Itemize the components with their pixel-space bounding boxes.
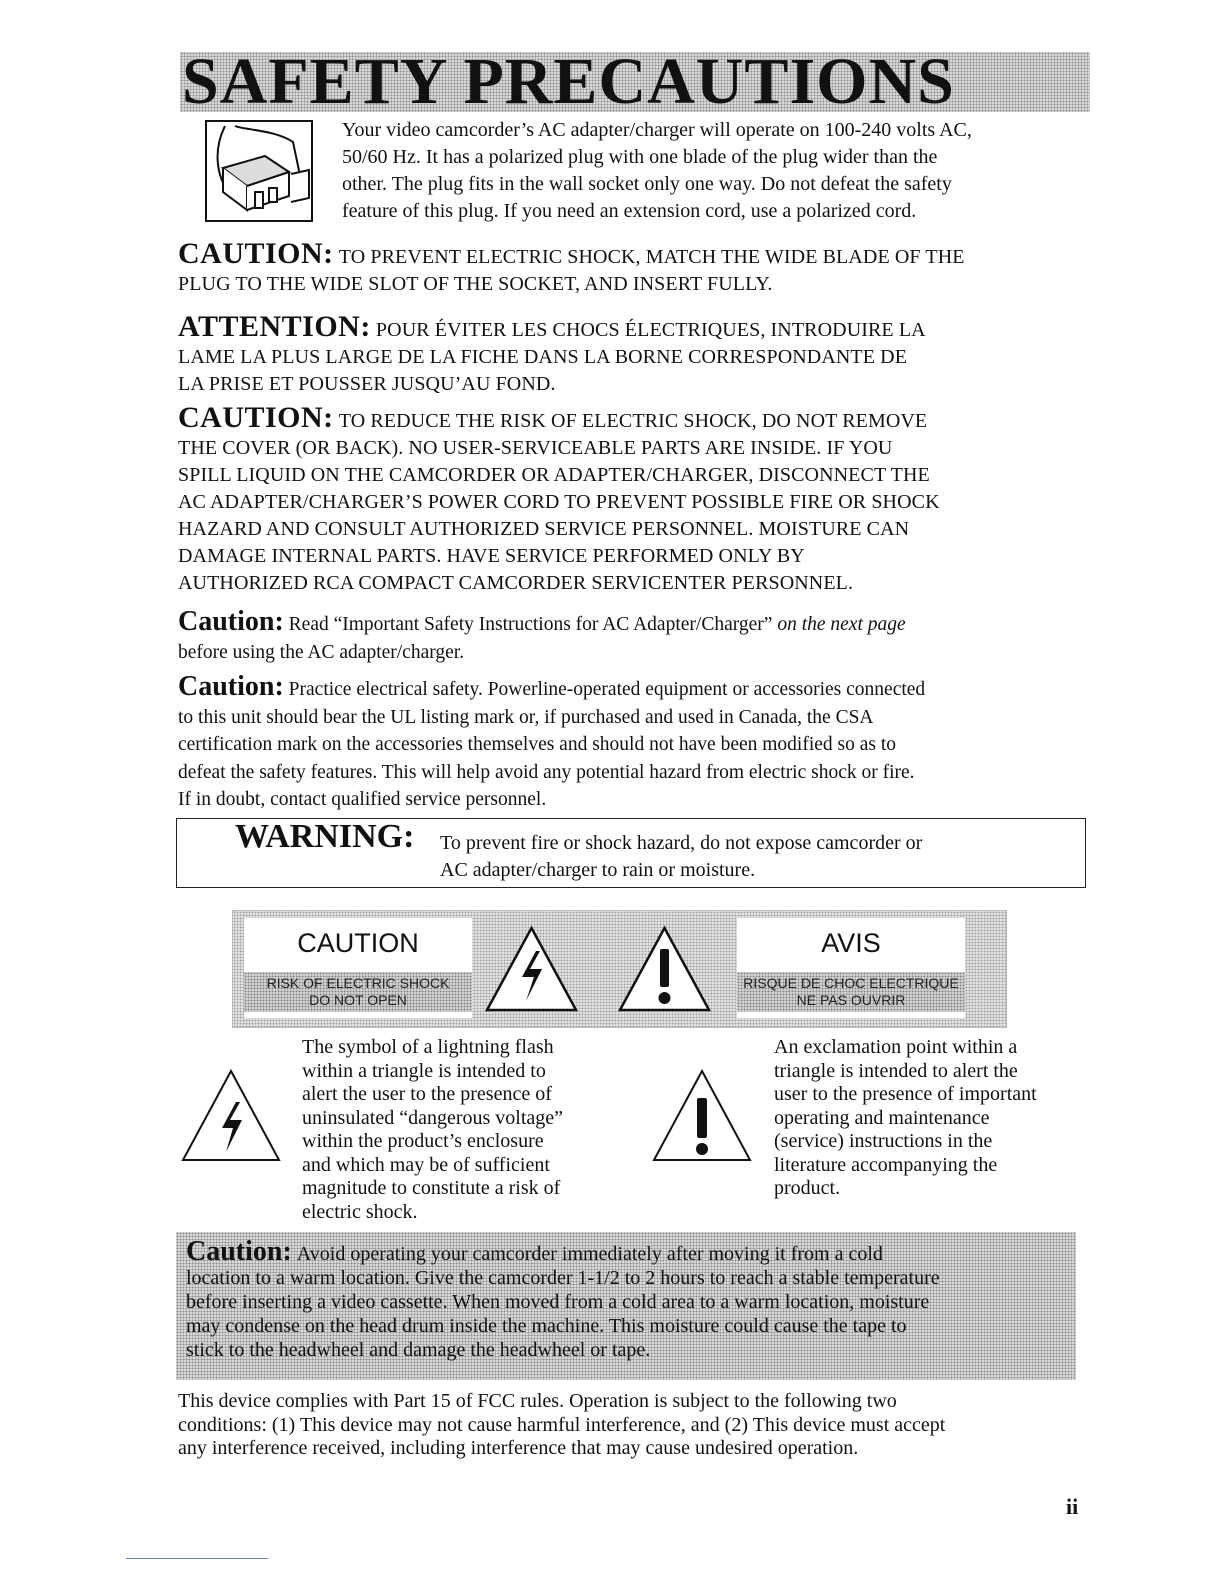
intro-line: other. The plug fits in the wall socket only one way. Do not defeat the safety: [342, 173, 952, 195]
exclamation-triangle-icon: [651, 1068, 753, 1163]
adapter-plug-icon: [205, 120, 313, 222]
caution-text: AC ADAPTER/CHARGER’S POWER CORD TO PREVENT POSSIBLE FIRE OR SHOCK: [178, 491, 940, 513]
fcc-line: This device complies with Part 15 of FCC rules. Operation is subject to the following two: [178, 1390, 897, 1412]
caution-text: before using the AC adapter/charger.: [178, 641, 465, 663]
caution-heading: Caution:: [178, 606, 284, 637]
caution-text: DAMAGE INTERNAL PARTS. HAVE SERVICE PERFORMED ONLY BY: [178, 545, 805, 567]
caution-text: defeat the safety features. This will help avoid any potential hazard from electric shock or fire.: [178, 761, 915, 783]
exclamation-triangle-icon: [617, 925, 712, 1013]
caution-text: stick to the headwheel and damage the headwheel or tape.: [186, 1339, 651, 1361]
symbol-text-line: and which may be of sufficient: [302, 1153, 550, 1176]
intro-line: 50/60 Hz. It has a polarized plug with one blade of the plug wider than the: [342, 146, 938, 168]
caution-text: SPILL LIQUID ON THE CAMCORDER OR ADAPTER/CHARGER, DISCONNECT THE: [178, 464, 930, 486]
symbol-text-line: uninsulated “dangerous voltage”: [302, 1106, 564, 1129]
fcc-statement: [178, 1390, 1088, 1461]
caution-text: before inserting a video cassette. When moved from a cold area to a warm location, moisture: [186, 1291, 930, 1313]
caution-text: location to a warm location. Give the camcorder 1-1/2 to 2 hours to reach a stable temperature: [186, 1267, 940, 1289]
symbol-text-line: (service) instructions in the: [774, 1130, 993, 1152]
symbol-text-line: within a triangle is intended to: [302, 1059, 546, 1082]
caution-text: TO PREVENT ELECTRIC SHOCK, MATCH THE WIDE BLADE OF THE: [338, 246, 965, 268]
lightning-symbol-description: [302, 1036, 563, 1224]
caution-text: Practice electrical safety. Powerline-operated equipment or accessories connected: [288, 679, 926, 700]
caution-text: to this unit should bear the UL listing mark or, if purchased and used in Canada, the CSA: [178, 706, 874, 728]
label-strip-line: RISQUE DE CHOC ELECTRIQUE: [743, 975, 959, 991]
fcc-line: any interference received, including interference that may cause undesired operation.: [178, 1437, 859, 1459]
attention-text: LAME LA PLUS LARGE DE LA FICHE DANS LA BORNE CORRESPONDANTE DE: [178, 346, 908, 368]
page-title: SAFETY PRECAUTIONS: [182, 45, 955, 118]
caution-italic: on the next page: [777, 614, 906, 635]
symbol-text-line: alert the user to the presence of: [302, 1083, 552, 1105]
attention-heading: ATTENTION:: [178, 310, 371, 343]
caution-text: may condense on the head drum inside the machine. This moisture could cause the tape to: [186, 1315, 907, 1337]
caution-text: certification mark on the accessories themselves and should not have been modified so as to: [178, 734, 897, 755]
footer-divider: [126, 1558, 268, 1559]
lightning-triangle-icon: [484, 925, 579, 1013]
warning-text: AC adapter/charger to rain or moisture.: [440, 859, 756, 881]
fcc-line: conditions: (1) This device may not cause harmful interference, and (2) This device must accept: [178, 1413, 946, 1436]
exclamation-symbol-description: [774, 1036, 1037, 1201]
caution-instructions-block: [178, 608, 1088, 666]
label-warning-strip: [737, 972, 965, 1012]
attention-text: LA PRISE ET POUSSER JUSQU’AU FOND.: [178, 373, 556, 395]
warning-heading: WARNING:: [235, 818, 415, 855]
warning-text: To prevent fire or shock hazard, do not expose camcorder or: [440, 832, 923, 854]
label-title: CAUTION: [297, 928, 419, 958]
caution-text: Read “Important Safety Instructions for AC Adapter/Charger”: [288, 614, 773, 635]
symbol-text-line: electric shock.: [302, 1200, 418, 1223]
page-number: ii: [1066, 1494, 1079, 1519]
symbol-text-line: The symbol of a lightning flash: [302, 1036, 554, 1058]
intro-paragraph: [342, 117, 1092, 225]
label-strip-line: NE PAS OUVRIR: [796, 992, 906, 1008]
caution-text: TO REDUCE THE RISK OF ELECTRIC SHOCK, DO NOT REMOVE: [338, 410, 928, 432]
caution-label-french: [737, 918, 965, 1018]
caution-text: HAZARD AND CONSULT AUTHORIZED SERVICE PERSONNEL. MOISTURE CAN: [178, 518, 910, 540]
attention-block: [178, 310, 1088, 398]
caution-electrical-block: [178, 673, 1088, 814]
caution-text: Avoid operating your camcorder immediately after moving it from a cold: [296, 1243, 883, 1265]
label-strip-line: DO NOT OPEN: [309, 992, 407, 1008]
caution-text: If in doubt, contact qualified service personnel.: [178, 789, 547, 810]
caution-polarized-block: [178, 237, 1088, 298]
label-warning-strip: [244, 972, 472, 1012]
attention-text: POUR ÉVITER LES CHOCS ÉLECTRIQUES, INTRODUIRE LA: [375, 319, 926, 341]
label-strip-line: RISK OF ELECTRIC SHOCK: [266, 975, 450, 991]
caution-heading: CAUTION:: [178, 401, 334, 434]
symbol-text-line: An exclamation point within a: [774, 1036, 1018, 1058]
caution-text: PLUG TO THE WIDE SLOT OF THE SOCKET, AND INSERT FULLY.: [178, 273, 773, 295]
caution-heading: Caution:: [178, 671, 284, 702]
symbol-text-line: product.: [774, 1177, 841, 1199]
caution-heading: CAUTION:: [178, 237, 334, 270]
label-title: AVIS: [821, 928, 881, 958]
caution-text: THE COVER (OR BACK). NO USER-SERVICEABLE PARTS ARE INSIDE. IF YOU: [178, 437, 893, 459]
condensation-caution-text: [186, 1236, 1066, 1362]
symbol-text-line: literature accompanying the: [774, 1153, 998, 1176]
symbol-text-line: within the product’s enclosure: [302, 1130, 544, 1152]
symbol-text-line: user to the presence of important: [774, 1083, 1037, 1105]
symbol-text-line: magnitude to constitute a risk of: [302, 1177, 561, 1199]
caution-heading: Caution:: [186, 1236, 292, 1267]
caution-text: AUTHORIZED RCA COMPACT CAMCORDER SERVICENTER PERSONNEL.: [178, 572, 854, 594]
intro-line: feature of this plug. If you need an extension cord, use a polarized cord.: [342, 200, 917, 222]
lightning-triangle-icon: [180, 1068, 282, 1163]
intro-line: Your video camcorder’s AC adapter/charger will operate on 100-240 volts AC,: [342, 119, 972, 141]
caution-cover-block: [178, 401, 1088, 597]
symbol-text-line: operating and maintenance: [774, 1106, 990, 1129]
caution-label-english: [244, 918, 472, 1018]
symbol-text-line: triangle is intended to alert the: [774, 1059, 1018, 1082]
